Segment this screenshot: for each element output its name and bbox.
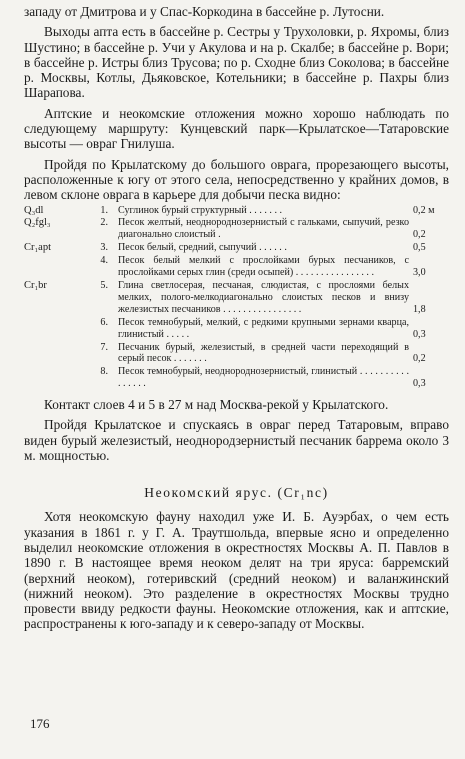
layer-thickness: 1,8 <box>413 303 426 315</box>
section-row <box>24 280 449 317</box>
paragraph-tatarovo: Пройдя Крылатское и спускаясь в овраг перед Татаровым, вправо виден бурый железистый, неоднородзернистый песчаник баррема около 3 м. мощностью. <box>24 417 449 464</box>
paragraph-ravine: Пройдя по Крылатскому до большого оврага, прорезающего высоты, расположенные к югу от этого села, непосредственно у крайних домов, в левом склоне оврага в карьере для добычи песка видно: <box>24 156 449 203</box>
section-row <box>24 242 449 255</box>
section-row <box>24 205 449 218</box>
layer-index: Cr₁br <box>24 280 47 291</box>
layer-description: Глина светлосерая, песчаная, слюдистая, с прослоями белых мелких, полого-мелкодиагонально слоистых песков и внизу железистых песчаников . . . . . . . . . . . . . . . . <box>118 280 409 315</box>
section-row <box>24 342 449 367</box>
paragraph-aptian-outcrops: Выходы апта есть в бассейне р. Сестры у Трухоловки, р. Яхромы, близ Шустино; в бассейне р. Учи у Акулова и на р. Скалбе; в бассейне р. Вори; в бассейне р. Истры близ Трусова; по р. Сходне близ Соколова; в бассейне р. Москвы, Котлы, Дьяковское, Котельники; в бассейне р. Пахры близ Шарапова. <box>24 24 449 101</box>
layer-index: Q₃dl <box>24 204 44 216</box>
paragraph-neocomian: Хотя неокомскую фауну находил уже И. Б. Ауэрбах, о чем есть указания в 1861 г. у Г. А. Траутшольда, впервые ясно и определенно выделил неокомские отложения в окрестностях Москвы А. П. Павлов в 1890 г. В настоящее время неоком делят на три яруса: барремский (верхний неоком), готеривский (средний неоком) и валанжинский (нижний неоком). Это разделение в окрестностях Москвы трудно провести ввиду редкости фауны. Неокомские отложения, как и аптские, распространены к юго-западу и к северо-западу от Москвы. <box>24 509 449 632</box>
layer-index <box>24 366 86 391</box>
paragraph-contact: Контакт слоев 4 и 5 в 27 м над Москва-рекой у Крылатского. <box>44 397 389 413</box>
layer-thickness: 0,3 <box>413 328 426 340</box>
layer-thickness: 0,3 <box>413 378 426 390</box>
layer-description: Песок белый, средний, сыпучий . . . . . . <box>118 242 287 254</box>
page-number: 176 <box>30 716 50 731</box>
layer-number: 3. <box>100 242 108 254</box>
section-row <box>24 366 449 391</box>
section-row <box>24 255 449 280</box>
layer-thickness: 0,2 <box>413 353 426 365</box>
layer-description: Песок темнобурый, мелкий, с редкими крупными зернами кварца, глинистый . . . . . <box>118 316 409 340</box>
layer-number: 5. <box>100 280 108 291</box>
layer-thickness: 0,2 <box>413 229 426 241</box>
section-row <box>24 217 449 242</box>
layer-index: Q₂fgl₃ <box>24 217 51 229</box>
layer-description: Песок желтый, неоднороднозернистый с гальками, сыпучий, резко диагонально слоистый . <box>118 217 409 241</box>
paragraph-route: Аптские и неокомские отложения можно хорошо наблюдать по следующему маршруту: Кунцевский парк—Крылатское—Татаровские высоты — овраг Гнилуша. <box>24 105 449 152</box>
layer-thickness: 3,0 <box>413 267 426 279</box>
layer-number: 7. <box>100 341 108 353</box>
layer-number: 4. <box>100 255 108 267</box>
book-page <box>24 4 449 632</box>
layer-description: Песок белый мелкий с прослойками бурых песчаников, с прослойками серых глин (среди осыпей) . . . . . . . . . . . . . . . . <box>118 255 409 279</box>
layer-index <box>24 317 86 342</box>
layer-thickness: 0,5 <box>413 242 426 254</box>
layer-number: 1. <box>100 204 108 216</box>
layer-index <box>24 255 86 280</box>
layer-description: Песчаник бурый, железистый, в средней части переходящий в серый песок . . . . . . . <box>118 341 409 365</box>
layer-description: Суглинок бурый структурный . . . . . . . <box>118 204 283 216</box>
layer-index <box>24 342 86 367</box>
paragraph-continuation: западу от Дмитрова и у Спас-Коркодина в бассейне р. Лутосни. <box>24 4 385 19</box>
section-row <box>24 317 449 342</box>
layer-number: 2. <box>100 217 108 229</box>
geologic-section-table <box>24 205 449 392</box>
layer-thickness: 0,2 м <box>413 204 435 216</box>
layer-description: Песок темнобурый, неоднороднозернистый, глинистый . . . . . . . . . . . . . . . . <box>118 366 409 390</box>
layer-number: 6. <box>100 316 108 328</box>
layer-index: Cr₁apt <box>24 242 51 254</box>
layer-number: 8. <box>100 366 108 378</box>
section-heading: Неокомский ярус. (Cr₁nc) <box>144 485 329 501</box>
